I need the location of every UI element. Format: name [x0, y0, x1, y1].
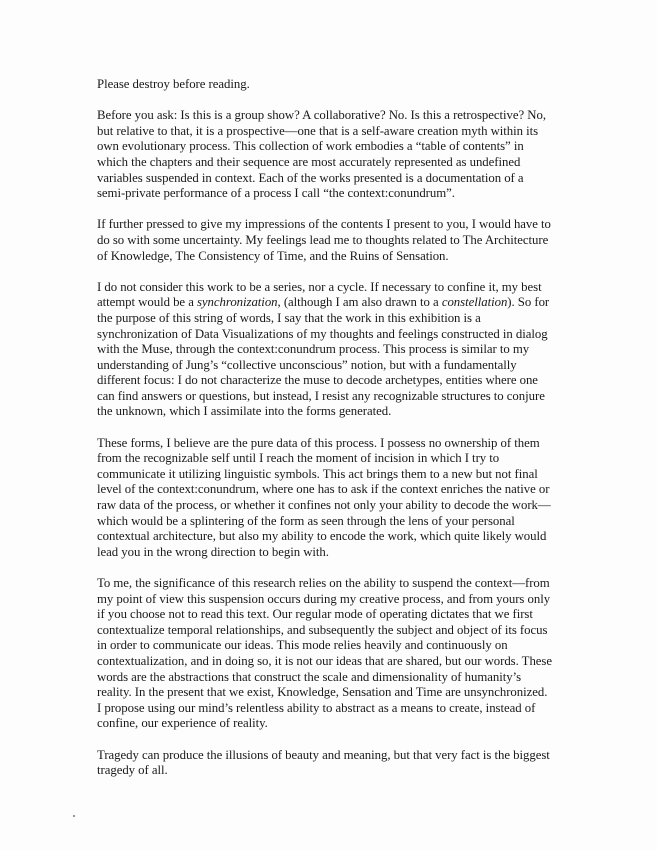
- text-line: contextualization, and in doing so, it is not our ideas that are shared, but our words. These: [97, 653, 552, 668]
- text-line: from the recognizable self until I reach the moment of incision in which I try to: [97, 451, 500, 466]
- text-line: communicate it utilizing linguistic symbols. This act brings them to a new but not final: [97, 466, 538, 481]
- text-line: if you choose not to read this text. Our regular mode of operating dictates that we first: [97, 607, 533, 622]
- paragraph: [97, 108, 647, 202]
- text-line: do so with some uncertainty. My feelings lead me to thoughts related to The Architecture: [97, 232, 549, 247]
- text-line: in order to communicate our ideas. This mode relies heavily and continuously on: [97, 638, 508, 653]
- text-line: These forms, I believe are the pure data of this process. I possess no ownership of them: [97, 435, 540, 450]
- paragraph: [97, 217, 647, 264]
- text-line: own evolutionary process. This collection of work embodies a “table of contents” in: [97, 139, 524, 154]
- text-line: attempt would be a synchronization, (although I am also drawn to a constellation). So for: [97, 295, 550, 310]
- text-line: contextual architecture, but also my ability to encode the work, which quite likely would: [97, 529, 547, 544]
- text-line: contextualize temporal relationships, and subsequently the subject and object of its focus: [97, 622, 548, 637]
- text-line: Tragedy can produce the illusions of beauty and meaning, but that very fact is the biggest: [97, 747, 550, 762]
- text-line: semi-private performance of a process I call “the context:conundrum”.: [97, 186, 455, 201]
- italic-term: synchronization: [196, 295, 278, 310]
- italic-term: constellation: [441, 295, 508, 310]
- text-line: but relative to that, it is a prospective—one that is a self-aware creation myth within its: [97, 123, 539, 138]
- text-line: can find answers or questions, but instead, I resist any recognizable structures to conjure: [97, 388, 545, 403]
- paragraph: [97, 77, 647, 93]
- text-line: different focus: I do not characterize the muse to decode archetypes, entities where one: [97, 373, 538, 388]
- paragraph: [97, 436, 647, 561]
- text-line: Before you ask: Is this is a group show? A collaborative? No. Is this a retrospective? No,: [97, 108, 546, 123]
- text-line: To me, the significance of this research relies on the ability to suspend the context—from: [97, 576, 550, 590]
- paragraph: [97, 280, 647, 420]
- text-line: tragedy of all.: [97, 763, 168, 778]
- text-line: Please destroy before reading.: [97, 77, 250, 91]
- text-line: If further pressed to give my impressions of the contents I present to you, I would have to: [97, 217, 551, 232]
- paragraph: [97, 748, 647, 779]
- scan-speck: [73, 815, 75, 817]
- text-line: words are the abstractions that construct the scale and dimensionality of humanity’s: [97, 669, 522, 684]
- text-line: lead you in the wrong direction to begin with.: [97, 544, 329, 559]
- text-line: I do not consider this work to be a series, nor a cycle. If necessary to confine it, my best: [97, 279, 542, 294]
- text-line: level of the context:conundrum, where one has to ask if the context enriches the native or: [97, 482, 550, 497]
- text-line: my point of view this suspension occurs during my creative process, and from yours only: [97, 591, 551, 606]
- text-line: variables suspended in context. Each of the works presented is a documentation of a: [97, 170, 524, 185]
- text-line: with the Muse, through the context:conundrum process. This process is similar to my: [97, 342, 530, 357]
- text-line: which would be a splintering of the form as seen through the lens of your personal: [97, 513, 515, 528]
- paragraph: [97, 576, 647, 732]
- text-line: of Knowledge, The Consistency of Time, and the Ruins of Sensation.: [97, 248, 449, 263]
- text-line: understanding of Jung’s “collective unconscious” notion, but with a fundamentally: [97, 357, 517, 372]
- text-line: I propose using our mind’s relentless ability to abstract as a means to create, instead of: [97, 700, 536, 715]
- text-line: the unknown, which I assimilate into the forms generated.: [97, 404, 392, 419]
- text-line: which the chapters and their sequence are most accurately represented as undefined: [97, 154, 521, 169]
- text-line: confine, our experience of reality.: [97, 716, 268, 731]
- document-body: [97, 77, 647, 794]
- text-line: synchronization of Data Visualizations of my thoughts and feelings constructed in dialog: [97, 326, 548, 341]
- text-line: reality. In the present that we exist, Knowledge, Sensation and Time are unsynchronized.: [97, 685, 548, 700]
- text-line: raw data of the process, or whether it confines not only your ability to decode the work—: [97, 498, 551, 513]
- text-line: the purpose of this string of words, I say that the work in this exhibition is a: [97, 310, 481, 325]
